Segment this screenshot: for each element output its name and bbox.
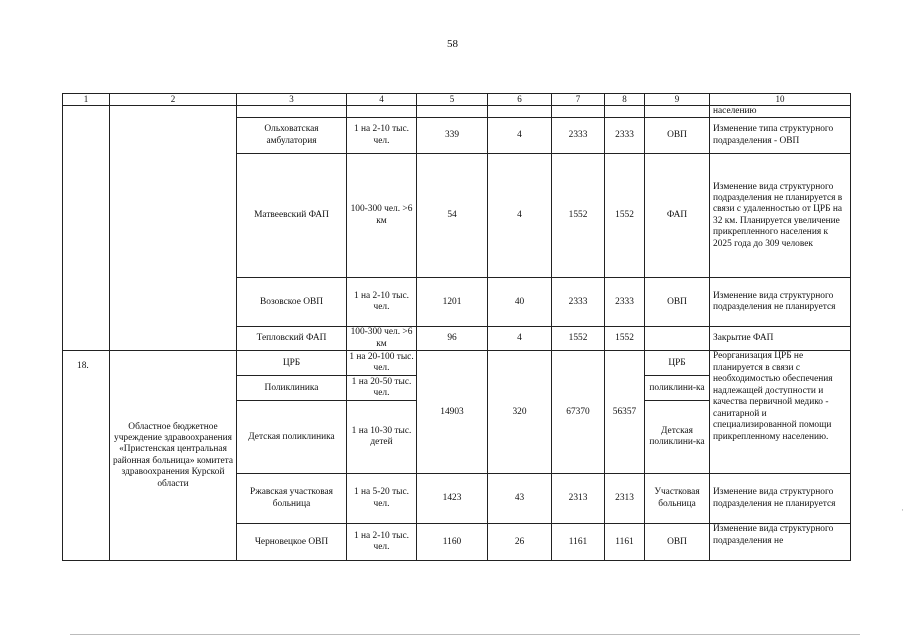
value-cell: 67370 — [552, 351, 605, 474]
value-cell: 4 — [488, 154, 552, 278]
norm-cell: 100-300 чел. >6 км — [347, 154, 417, 278]
value-cell: 2313 — [552, 474, 605, 524]
column-header-row — [63, 94, 851, 106]
organization-name: Областное бюджетное учреждение здравоохранения «Пристенская центральная районная больница» комитета здравоохранения Курской области — [110, 351, 237, 561]
cell — [552, 105, 605, 117]
cell — [488, 105, 552, 117]
cell — [237, 105, 347, 117]
value-cell: 26 — [488, 524, 552, 561]
facility-name: Ольховатская амбулатория — [237, 118, 347, 154]
note-cell: Изменение вида структурного подразделения не планируется — [710, 278, 851, 327]
note-cell: Изменение вида структурного подразделения не — [710, 524, 851, 561]
value-cell: 1161 — [552, 524, 605, 561]
note-cell: Изменение типа структурного подразделения - ОВП — [710, 118, 851, 154]
value-cell: 2333 — [605, 118, 645, 154]
column-header: 5 — [417, 94, 488, 106]
note-cell: Реорганизация ЦРБ не планируется в связи с необходимостью обеспечения надлежащей доступности и качества первичной медико - санитарной и специализированной помощи прикрепленному населению. — [710, 351, 851, 474]
note-cell: Изменение вида структурного подразделения не планируется в связи с удаленностью от ЦРБ на 32 км. Планируется увеличение прикрепленного населения к 2025 года до 309 человек — [710, 154, 851, 278]
norm-cell: 1 на 2-10 тыс. чел. — [347, 118, 417, 154]
value-cell: 4 — [488, 327, 552, 351]
row-number: 18. — [63, 351, 110, 561]
organization-cell — [110, 105, 237, 350]
facility-name: Тепловский ФАП — [237, 327, 347, 351]
type-cell: Участковая больница — [645, 474, 710, 524]
cell — [347, 105, 417, 117]
table-row — [63, 351, 851, 376]
type-cell: ОВП — [645, 524, 710, 561]
value-cell: 1552 — [605, 327, 645, 351]
norm-cell: 1 на 20-100 тыс. чел. — [347, 351, 417, 376]
facility-name: ЦРБ — [237, 351, 347, 376]
type-cell: поликлини-ка — [645, 376, 710, 401]
column-header: 8 — [605, 94, 645, 106]
value-cell: 2333 — [552, 118, 605, 154]
value-cell: 56357 — [605, 351, 645, 474]
norm-cell: 1 на 20-50 тыс. чел. — [347, 376, 417, 401]
column-header: 3 — [237, 94, 347, 106]
facility-name: Возовское ОВП — [237, 278, 347, 327]
value-cell: 1201 — [417, 278, 488, 327]
type-cell: ЦРБ — [645, 351, 710, 376]
norm-cell: 1 на 10-30 тыс. детей — [347, 401, 417, 474]
value-cell: 1423 — [417, 474, 488, 524]
value-cell: 2333 — [605, 278, 645, 327]
facility-name: Ржавская участковая больница — [237, 474, 347, 524]
cell — [645, 105, 710, 117]
column-header: 10 — [710, 94, 851, 106]
facility-name: Детская поликлиника — [237, 401, 347, 474]
value-cell: 4 — [488, 118, 552, 154]
type-cell: Детская поликлини-ка — [645, 401, 710, 474]
value-cell: 2333 — [552, 278, 605, 327]
type-cell: ОВП — [645, 118, 710, 154]
column-header: 7 — [552, 94, 605, 106]
norm-cell: 1 на 2-10 тыс. чел. — [347, 278, 417, 327]
column-header: 1 — [63, 94, 110, 106]
facilities-table — [62, 93, 851, 561]
column-header: 2 — [110, 94, 237, 106]
note-cell: населению — [710, 105, 851, 117]
number-cell — [63, 105, 110, 350]
norm-cell: 1 на 2-10 тыс. чел. — [347, 524, 417, 561]
column-header: 9 — [645, 94, 710, 106]
value-cell: 1552 — [605, 154, 645, 278]
table-row — [63, 105, 851, 117]
column-header: 4 — [347, 94, 417, 106]
value-cell: 40 — [488, 278, 552, 327]
value-cell: 1161 — [605, 524, 645, 561]
value-cell: 1552 — [552, 327, 605, 351]
value-cell: 1160 — [417, 524, 488, 561]
type-cell — [645, 327, 710, 351]
value-cell: 1552 — [552, 154, 605, 278]
column-header: 6 — [488, 94, 552, 106]
page-number: 58 — [447, 38, 458, 50]
value-cell: 14903 — [417, 351, 488, 474]
facility-name: Черновецкое ОВП — [237, 524, 347, 561]
note-cell: Изменение вида структурного подразделения не планируется — [710, 474, 851, 524]
value-cell: 339 — [417, 118, 488, 154]
margin-mark: · — [901, 505, 904, 515]
value-cell: 96 — [417, 327, 488, 351]
norm-cell: 1 на 5-20 тыс. чел. — [347, 474, 417, 524]
type-cell: ФАП — [645, 154, 710, 278]
type-cell: ОВП — [645, 278, 710, 327]
facility-name: Поликлиника — [237, 376, 347, 401]
facility-name: Матвеевский ФАП — [237, 154, 347, 278]
value-cell: 54 — [417, 154, 488, 278]
value-cell: 320 — [488, 351, 552, 474]
norm-cell: 100-300 чел. >6 км — [347, 327, 417, 351]
value-cell: 43 — [488, 474, 552, 524]
note-cell: Закрытие ФАП — [710, 327, 851, 351]
cell — [417, 105, 488, 117]
value-cell: 2313 — [605, 474, 645, 524]
scan-edge-line — [70, 634, 860, 635]
cell — [605, 105, 645, 117]
